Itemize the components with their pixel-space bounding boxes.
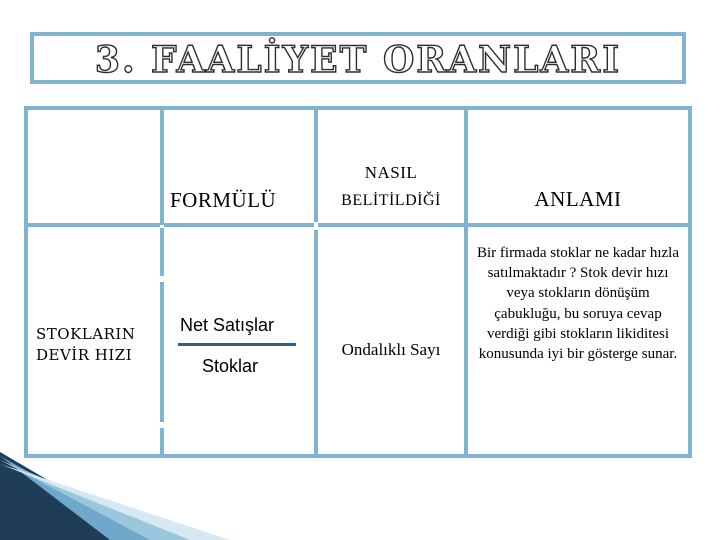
header-formula: FORMÜLÜ (170, 188, 277, 212)
fraction-bar (178, 343, 296, 346)
header-divider (318, 223, 464, 227)
formula-numerator: Net Satışlar (180, 315, 275, 335)
header-meaning: ANLAMI (534, 187, 622, 211)
footer-decoration (0, 452, 720, 540)
header-divider (468, 223, 688, 227)
column-divider (464, 110, 468, 454)
header-divider (164, 223, 314, 227)
column-divider (160, 228, 164, 276)
header-divider (28, 223, 160, 227)
ratio-name-line2: DEVİR HIZI (36, 346, 133, 364)
meaning-text: Bir firmada stoklar ne kadar hızla satılmaktadır ? Stok devir hızı veya stokların dönüşüm çabukluğu, bu soruya cevap verdiği gibi stokların likiditesi konusunda iyi bir gösterge sunar. (476, 245, 679, 363)
formula-denominator: Stoklar (202, 356, 259, 376)
ratio-name-line1: STOKLARIN (36, 325, 136, 343)
page-title: 3. FAALİYET ORANLARI (94, 39, 622, 81)
header-how-line1: NASIL (364, 163, 418, 182)
expression-type: Ondalıklı Sayı (341, 340, 441, 359)
header-how-line2: BELİTİLDİĞİ (341, 192, 441, 209)
column-divider (160, 110, 164, 225)
column-divider (160, 428, 164, 454)
column-divider (160, 282, 164, 422)
